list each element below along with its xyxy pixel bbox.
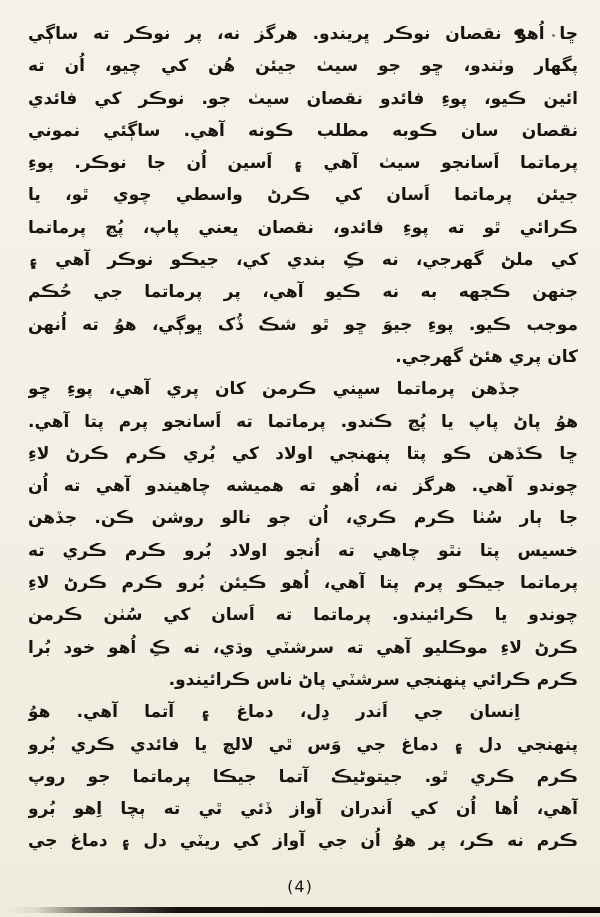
- text-line: کان پري هئڻ گهرجي.: [395, 346, 578, 367]
- text-line: ڪرم ڪري ٿو. جيتوڻيڪ آتما جيڪا پرماتما جو روپ: [28, 766, 578, 787]
- text-line: پرماتما جيڪو پرم پتا آهي، اُهو ڪيئن بُرو ڪرم ڪرڻ لاءِ: [28, 573, 578, 594]
- text-line: خسيس پتا نٿو چاهي ته اُنجو اولاد بُرو ڪرم ڪري ته: [28, 540, 578, 561]
- text-line: چوندو آهي. هرگز نه، اُهو ته هميشه چاهيندو آهي ته اُن: [28, 476, 578, 497]
- scan-edge-shadow: [0, 907, 600, 913]
- text-line: هوُ پاڻ پاپ يا پُڃ ڪندو. پرماتما ته اَسانجو پرم پتا آهي.: [28, 411, 578, 432]
- paragraph-1: [28, 18, 578, 373]
- text-line: جڏهن پرماتما سڀني ڪرمن کان پري آهي، پوءِ ڇو: [28, 379, 520, 400]
- text-line: موجب ڪيو. پوءِ جيوَ ڇو ٿو شڪ ڏُک ڀوڳي، هوُ ته اُنهن: [28, 314, 578, 335]
- text-line: جنهن ڪجهه به نه ڪيو آهي، پر پرماتما جي حُڪم: [28, 282, 578, 303]
- text-line: اِنسان جي اَندر دِل، دماغ ۽ آتما آهي. هوُ: [28, 702, 520, 723]
- text-line: پگهار وٺندو، ڇو جو سيٺ جيئن هُن کي چيو، اُن ته: [28, 56, 578, 77]
- page-text: [28, 18, 578, 858]
- text-line: کي ملڻ گهرجي، نه ڪِ بندي کي، جيڪو نوڪر آهي ۽: [28, 250, 578, 271]
- text-line: پنهنجي دل ۽ دماغ جي وَس ٿي لالچ يا فائدي ڪري بُرو: [28, 734, 578, 755]
- text-line: ڇا اُهو نقصان نوڪر ڀريندو. هرگز نه، پر نوڪر ته ساڳي: [28, 24, 578, 44]
- text-line: ڇا ڪڏهن ڪو پتا پنهنجي اولاد کي بُري ڪرم ڪرڻ لاءِ: [28, 443, 578, 464]
- text-line: جا ٻار سُٺا ڪرم ڪري، اُن جو نالو روشن ڪن. جڏهن: [28, 508, 578, 529]
- text-line: نقصان سان ڪوبه مطلب ڪونه آهي. ساڳئي نموني: [28, 120, 578, 141]
- text-line: ڪرم ڪرائي پنهنجي سرشٽي پاڻ ناس ڪرائيندو.: [168, 669, 578, 690]
- page-number: (4): [287, 877, 313, 896]
- text-line: چوندو يا ڪرائيندو. پرماتما ته اَسان کي سُٺن ڪرمن: [28, 605, 578, 626]
- paragraph-3: [28, 696, 578, 857]
- text-line: ڪرم نه ڪر، پر هوُ اُن جي آواز کي ريٽي دل ۽ دماغ جي: [28, 831, 578, 852]
- paragraph-2: [28, 373, 578, 696]
- text-line: ائين ڪيو، پوءِ فائدو نقصان سيٺ جو. نوڪر کي فائدي: [28, 88, 578, 109]
- text-line: آهي، اُها اُن کي اَندران آواز ڏئي ٿي ته ٻچا اِهو بُرو: [28, 799, 578, 820]
- text-line: ڪرائي ٿو ته پوءِ فائدو، نقصان يعني پاپ، پُڃ پرماتما: [28, 217, 578, 238]
- text-line: ڪرڻ لاءِ موڪليو آهي ته سرشٽي وڌي، نه ڪِ اُهو خود بُرا: [28, 637, 578, 658]
- text-line: جيئن پرماتما اَسان کي ڪرڻ واسطي چوي ٿو، يا: [28, 185, 578, 206]
- text-line: پرماتما اَسانجو سيٺ آهي ۽ اَسين اُن جا نوڪر. پوءِ: [28, 153, 578, 174]
